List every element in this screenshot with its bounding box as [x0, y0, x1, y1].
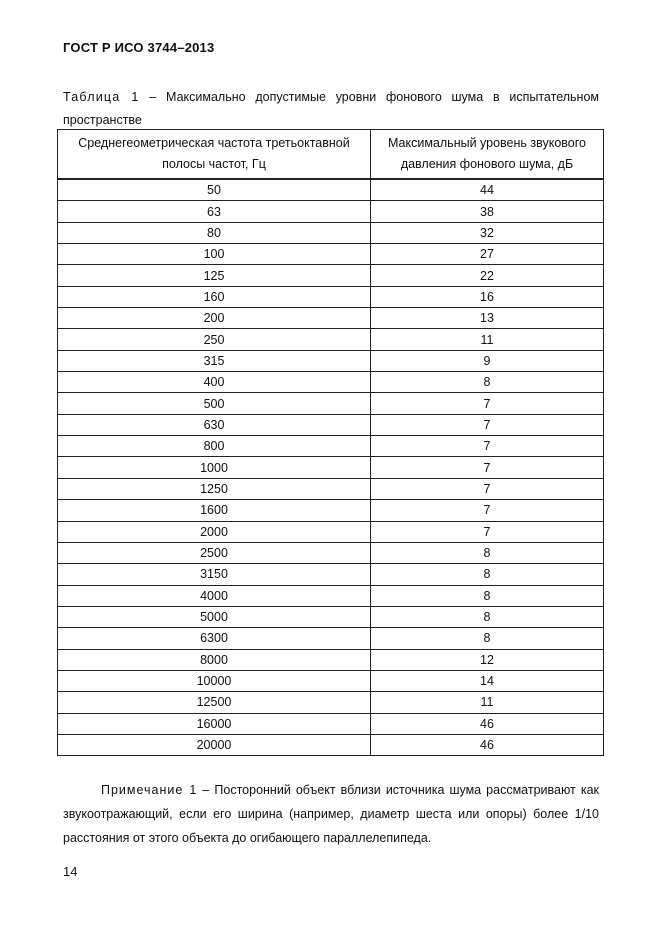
- frequency-cell: 16000: [58, 713, 371, 734]
- page-number: 14: [63, 864, 78, 879]
- frequency-cell: 160: [58, 286, 371, 307]
- frequency-cell: 5000: [58, 606, 371, 627]
- frequency-cell: 500: [58, 393, 371, 414]
- table-row: [58, 564, 604, 585]
- noise-level-cell: 7: [371, 414, 604, 435]
- noise-level-cell: 8: [371, 564, 604, 585]
- noise-level-cell: 8: [371, 542, 604, 563]
- table-row: [58, 286, 604, 307]
- frequency-cell: 315: [58, 350, 371, 371]
- table-row: [58, 628, 604, 649]
- column-header-noise-level: Максимальный уровень звукового давления фонового шума, дБ: [371, 130, 604, 180]
- table-row: [58, 649, 604, 670]
- table-row: [58, 542, 604, 563]
- table-row: [58, 436, 604, 457]
- frequency-cell: 1250: [58, 478, 371, 499]
- table-row: [58, 372, 604, 393]
- noise-level-cell: 12: [371, 649, 604, 670]
- noise-level-cell: 7: [371, 457, 604, 478]
- table-row: [58, 350, 604, 371]
- table-row: [58, 585, 604, 606]
- note: [63, 778, 599, 850]
- noise-level-cell: 32: [371, 222, 604, 243]
- noise-level-cell: 7: [371, 500, 604, 521]
- table-row: [58, 393, 604, 414]
- table-row: [58, 670, 604, 691]
- frequency-cell: 4000: [58, 585, 371, 606]
- table-row: [58, 713, 604, 734]
- frequency-cell: 80: [58, 222, 371, 243]
- table-row: [58, 244, 604, 265]
- table-row: [58, 734, 604, 755]
- table-row: [58, 265, 604, 286]
- noise-level-cell: 11: [371, 692, 604, 713]
- noise-level-cell: 7: [371, 521, 604, 542]
- table-row: [58, 521, 604, 542]
- noise-level-table: [57, 129, 604, 756]
- noise-level-cell: 8: [371, 372, 604, 393]
- table-row: [58, 692, 604, 713]
- frequency-cell: 2500: [58, 542, 371, 563]
- frequency-cell: 3150: [58, 564, 371, 585]
- noise-level-cell: 7: [371, 478, 604, 499]
- frequency-cell: 12500: [58, 692, 371, 713]
- noise-level-cell: 27: [371, 244, 604, 265]
- table-caption-dash: –: [149, 90, 157, 104]
- noise-level-cell: 46: [371, 734, 604, 755]
- table-row: [58, 222, 604, 243]
- noise-level-cell: 46: [371, 713, 604, 734]
- table-row: [58, 606, 604, 627]
- noise-level-cell: 22: [371, 265, 604, 286]
- document-id: ГОСТ Р ИСО 3744–2013: [63, 40, 215, 55]
- table-row: [58, 308, 604, 329]
- noise-level-cell: 13: [371, 308, 604, 329]
- noise-level-cell: 8: [371, 606, 604, 627]
- table-row: [58, 478, 604, 499]
- frequency-cell: 50: [58, 179, 371, 201]
- frequency-cell: 10000: [58, 670, 371, 691]
- frequency-cell: 20000: [58, 734, 371, 755]
- noise-level-cell: 7: [371, 436, 604, 457]
- frequency-cell: 200: [58, 308, 371, 329]
- table-row: [58, 457, 604, 478]
- frequency-cell: 1000: [58, 457, 371, 478]
- noise-level-cell: 14: [371, 670, 604, 691]
- frequency-cell: 1600: [58, 500, 371, 521]
- frequency-cell: 6300: [58, 628, 371, 649]
- table-label: Таблица 1: [63, 90, 140, 104]
- note-label: Примечание 1: [101, 783, 198, 797]
- table-row: [58, 414, 604, 435]
- frequency-cell: 125: [58, 265, 371, 286]
- table-row: [58, 179, 604, 201]
- table-caption-text: Максимально допустимые уровни фонового шума в испытательном пространстве: [63, 90, 599, 127]
- frequency-cell: 2000: [58, 521, 371, 542]
- frequency-cell: 100: [58, 244, 371, 265]
- noise-level-cell: 44: [371, 179, 604, 201]
- table-row: [58, 329, 604, 350]
- noise-level-cell: 16: [371, 286, 604, 307]
- table-caption: [63, 86, 599, 132]
- table-row: [58, 500, 604, 521]
- noise-level-cell: 11: [371, 329, 604, 350]
- note-dash: –: [202, 783, 210, 797]
- frequency-cell: 63: [58, 201, 371, 222]
- note-text: Посторонний объект вблизи источника шума рассматривают как звукоотражающий, если его ширина (например, диаметр шеста или опоры) более 1/10 расстояния от этого объекта до огибающего параллелепипеда.: [63, 783, 599, 845]
- noise-level-cell: 7: [371, 393, 604, 414]
- table-row: [58, 201, 604, 222]
- frequency-cell: 250: [58, 329, 371, 350]
- frequency-cell: 8000: [58, 649, 371, 670]
- frequency-cell: 400: [58, 372, 371, 393]
- frequency-cell: 630: [58, 414, 371, 435]
- noise-level-cell: 8: [371, 585, 604, 606]
- noise-level-cell: 8: [371, 628, 604, 649]
- noise-level-cell: 38: [371, 201, 604, 222]
- noise-level-cell: 9: [371, 350, 604, 371]
- frequency-cell: 800: [58, 436, 371, 457]
- table-header-row: [58, 130, 604, 180]
- column-header-frequency: Среднегеометрическая частота третьоктавной полосы частот, Гц: [58, 130, 371, 180]
- table-body: [58, 179, 604, 756]
